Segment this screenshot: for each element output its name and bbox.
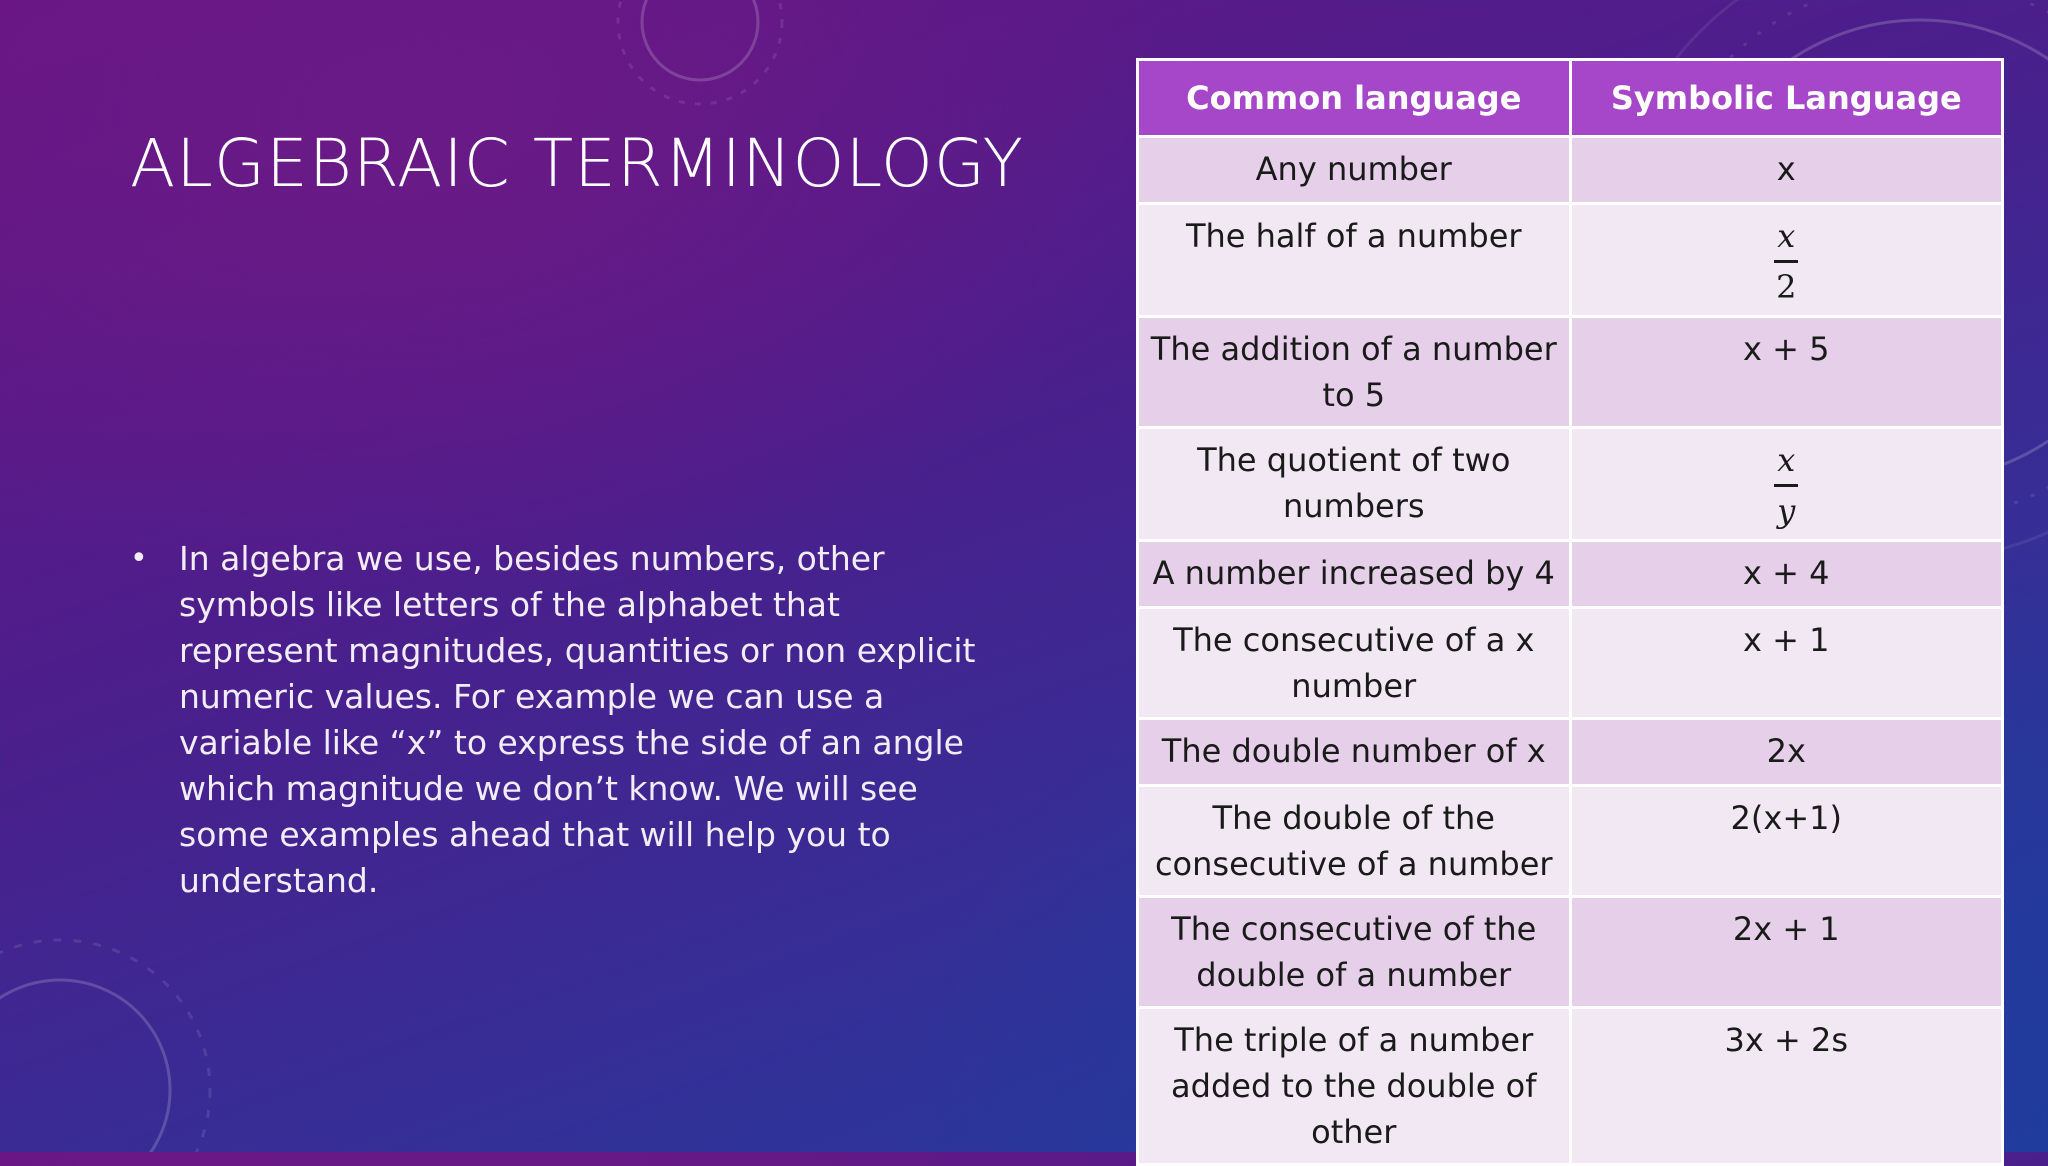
cell-symbolic: x + 1 bbox=[1570, 608, 2003, 719]
cell-common: The double number of x bbox=[1138, 719, 1571, 786]
cell-common: A number increased by 4 bbox=[1138, 541, 1571, 608]
table-row bbox=[1138, 317, 2003, 428]
table-row bbox=[1138, 1008, 2003, 1165]
table-row bbox=[1138, 897, 2003, 1008]
cell-symbolic: 2x bbox=[1570, 719, 2003, 786]
header-symbolic-language: Symbolic Language bbox=[1570, 60, 2003, 137]
bullet-list bbox=[130, 536, 990, 904]
cell-symbolic: x bbox=[1570, 137, 2003, 204]
cell-symbolic: 2(x+1) bbox=[1570, 786, 2003, 897]
bullet-marker: • bbox=[130, 541, 148, 576]
cell-common: Any number bbox=[1138, 137, 1571, 204]
terminology-table bbox=[1136, 58, 2004, 1166]
fraction bbox=[1773, 440, 1799, 531]
cell-common: The consecutive of the double of a number bbox=[1138, 897, 1571, 1008]
table-row bbox=[1138, 428, 2003, 541]
cell-common: The half of a number bbox=[1138, 204, 1571, 317]
fraction-bar bbox=[1774, 484, 1798, 487]
fraction-denominator: 2 bbox=[1776, 268, 1797, 306]
cell-common: The addition of a number to 5 bbox=[1138, 317, 1571, 428]
bullet-item bbox=[130, 536, 990, 904]
fraction bbox=[1772, 216, 1800, 307]
fraction-denominator: y bbox=[1777, 492, 1796, 530]
table-row bbox=[1138, 541, 2003, 608]
header-common-language: Common language bbox=[1138, 60, 1571, 137]
cell-common: The quotient of two numbers bbox=[1138, 428, 1571, 541]
bullet-text: In algebra we use, besides numbers, other symbols like letters of the alphabet that represent magnitudes, quantities or non explicit numeric values. For example we can use a variable like “x” to express the side of an angle which magnitude we don’t know. We will see some examples ahead that will help you to understand. bbox=[179, 539, 976, 900]
cell-symbolic: x + 5 bbox=[1570, 317, 2003, 428]
cell-symbolic: 3x + 2s bbox=[1570, 1008, 2003, 1165]
cell-common: The triple of a number added to the double of other bbox=[1138, 1008, 1571, 1165]
cell-symbolic bbox=[1570, 428, 2003, 541]
table-header-row bbox=[1138, 60, 2003, 137]
cell-common: The consecutive of a x number bbox=[1138, 608, 1571, 719]
cell-symbolic bbox=[1570, 204, 2003, 317]
slide-title: ALGEBRAIC TERMINOLOGY bbox=[130, 125, 1024, 202]
fraction-bar bbox=[1774, 260, 1798, 263]
terminology-table-container bbox=[1136, 58, 2004, 1151]
table-row bbox=[1138, 608, 2003, 719]
cell-common: The double of the consecutive of a number bbox=[1138, 786, 1571, 897]
cell-symbolic: x + 4 bbox=[1570, 541, 2003, 608]
table-row bbox=[1138, 137, 2003, 204]
table-row bbox=[1138, 204, 2003, 317]
cell-symbolic: 2x + 1 bbox=[1570, 897, 2003, 1008]
fraction-numerator: x bbox=[1777, 441, 1796, 479]
table-row bbox=[1138, 786, 2003, 897]
table-row bbox=[1138, 719, 2003, 786]
fraction-numerator: x bbox=[1777, 217, 1796, 255]
